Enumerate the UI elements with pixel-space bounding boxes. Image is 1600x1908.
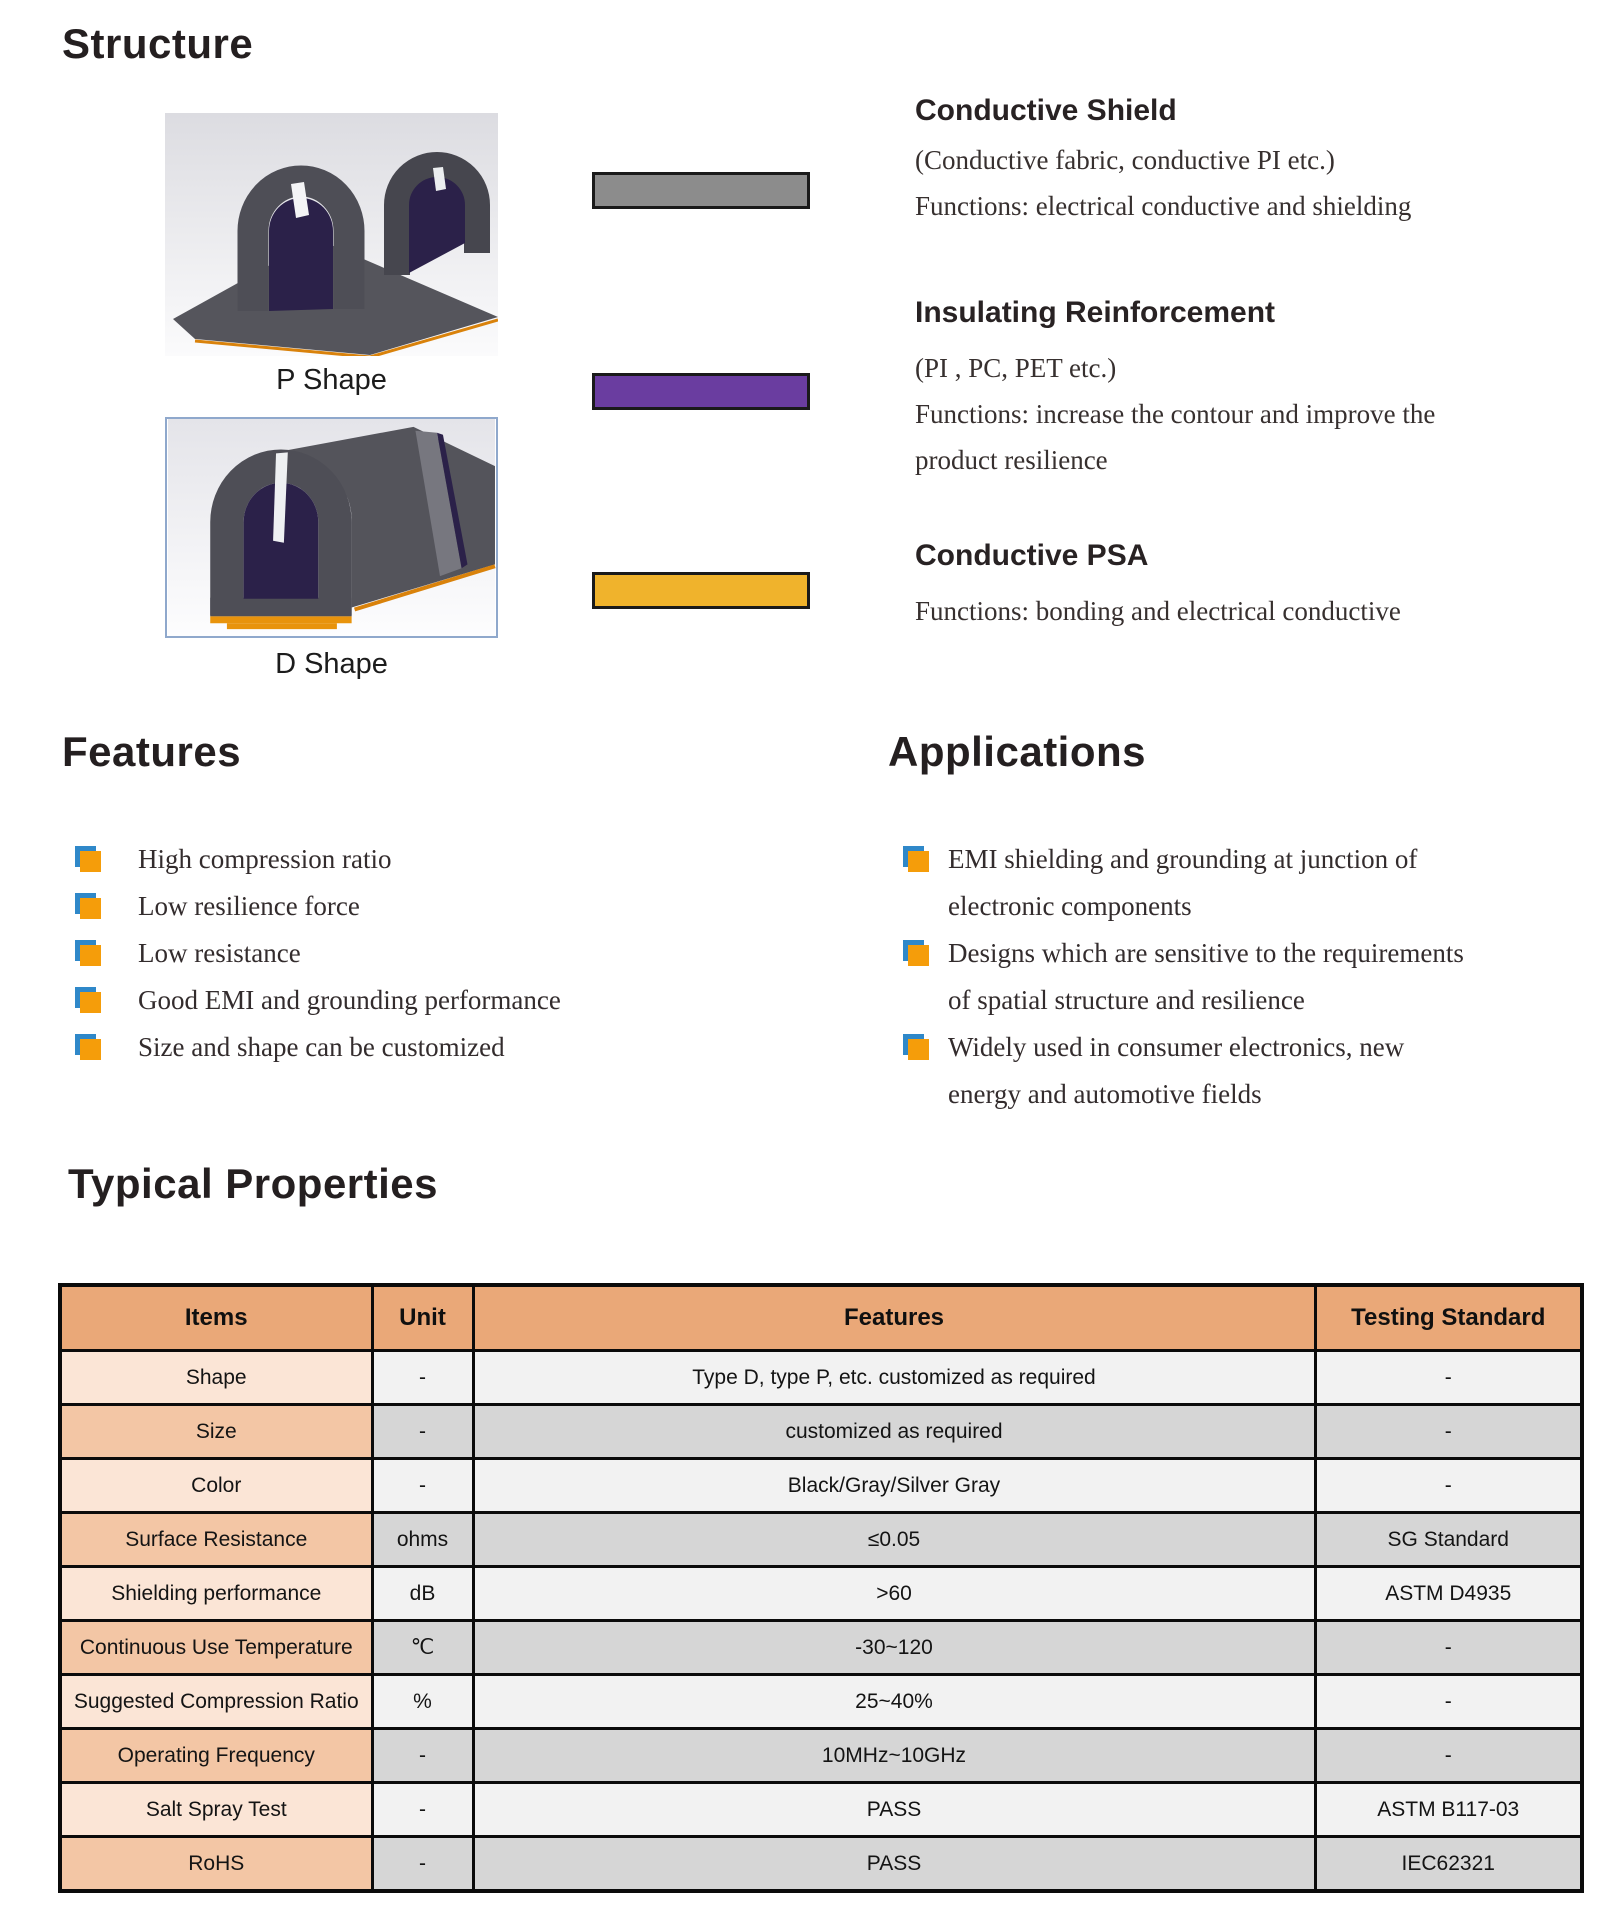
legend-text bbox=[915, 140, 1411, 232]
application-item bbox=[903, 836, 1464, 930]
section-title-structure: Structure bbox=[62, 20, 254, 67]
legend-title: Conductive Shield bbox=[915, 94, 1177, 127]
bullet-icon bbox=[75, 940, 102, 967]
table-cell: % bbox=[372, 1675, 473, 1729]
table-row bbox=[60, 1567, 1582, 1621]
table-cell: - bbox=[1315, 1459, 1582, 1513]
application-item bbox=[903, 930, 1464, 1024]
table-cell: Suggested Compression Ratio bbox=[60, 1675, 372, 1729]
d-shape-label: D Shape bbox=[275, 648, 388, 680]
table-header-row bbox=[60, 1285, 1582, 1351]
table-cell: - bbox=[372, 1837, 473, 1892]
table-cell: Type D, type P, etc. customized as required bbox=[473, 1351, 1315, 1405]
table-cell: 10MHz~10GHz bbox=[473, 1729, 1315, 1783]
table-cell: - bbox=[372, 1405, 473, 1459]
table-cell: -30~120 bbox=[473, 1621, 1315, 1675]
p-shape-render-graphic bbox=[165, 113, 498, 356]
application-item-text bbox=[948, 930, 1464, 1024]
table-cell: ≤0.05 bbox=[473, 1513, 1315, 1567]
legend-text bbox=[915, 591, 1401, 637]
feature-item-text: Low resilience force bbox=[138, 891, 360, 921]
table-row bbox=[60, 1621, 1582, 1675]
legend-swatch bbox=[592, 572, 810, 609]
feature-item bbox=[75, 930, 561, 977]
table-cell: Continuous Use Temperature bbox=[60, 1621, 372, 1675]
table-cell: dB bbox=[372, 1567, 473, 1621]
legend-title: Conductive PSA bbox=[915, 539, 1149, 572]
table-row bbox=[60, 1513, 1582, 1567]
feature-item bbox=[75, 977, 561, 1024]
table-cell: >60 bbox=[473, 1567, 1315, 1621]
feature-item-text: Good EMI and grounding performance bbox=[138, 985, 561, 1015]
table-row bbox=[60, 1783, 1582, 1837]
legend-title: Insulating Reinforcement bbox=[915, 296, 1276, 329]
section-title-features: Features bbox=[62, 728, 242, 775]
application-item-line: electronic components bbox=[948, 891, 1192, 921]
legend-swatch bbox=[592, 172, 810, 209]
features-list bbox=[75, 836, 561, 1071]
table-cell: Black/Gray/Silver Gray bbox=[473, 1459, 1315, 1513]
table-cell: ASTM B117-03 bbox=[1315, 1783, 1582, 1837]
application-item bbox=[903, 1024, 1464, 1118]
application-item-text bbox=[948, 836, 1417, 930]
application-item-text bbox=[948, 1024, 1404, 1118]
table-cell: ohms bbox=[372, 1513, 473, 1567]
table-row bbox=[60, 1837, 1582, 1892]
typical-properties-table bbox=[58, 1283, 1584, 1893]
legend-line: (Conductive fabric, conductive PI etc.) bbox=[915, 145, 1335, 175]
bullet-icon bbox=[903, 940, 930, 967]
legend-line: product resilience bbox=[915, 445, 1108, 475]
bullet-icon bbox=[903, 846, 930, 873]
p-shape-label: P Shape bbox=[276, 364, 387, 396]
application-item-line: Widely used in consumer electronics, new bbox=[948, 1032, 1405, 1062]
section-title-typical-properties: Typical Properties bbox=[68, 1160, 439, 1207]
feature-item bbox=[75, 836, 561, 883]
table-cell: - bbox=[1315, 1675, 1582, 1729]
table-row bbox=[60, 1675, 1582, 1729]
bullet-icon bbox=[903, 1034, 930, 1061]
legend-line: Functions: electrical conductive and shielding bbox=[915, 191, 1412, 221]
table-cell: - bbox=[372, 1783, 473, 1837]
application-item-line: of spatial structure and resilience bbox=[948, 985, 1305, 1015]
table-cell: Shape bbox=[60, 1351, 372, 1405]
feature-item bbox=[75, 883, 561, 930]
table-cell: - bbox=[372, 1351, 473, 1405]
table-header-cell: Features bbox=[473, 1285, 1315, 1351]
table-header-cell: Unit bbox=[372, 1285, 473, 1351]
table-cell: customized as required bbox=[473, 1405, 1315, 1459]
feature-item bbox=[75, 1024, 561, 1071]
legend-line: (PI , PC, PET etc.) bbox=[915, 353, 1117, 383]
table-cell: - bbox=[1315, 1621, 1582, 1675]
table-cell: Size bbox=[60, 1405, 372, 1459]
table-cell: ASTM D4935 bbox=[1315, 1567, 1582, 1621]
table-cell: PASS bbox=[473, 1837, 1315, 1892]
bullet-icon bbox=[75, 893, 102, 920]
table-cell: 25~40% bbox=[473, 1675, 1315, 1729]
application-item-line: energy and automotive fields bbox=[948, 1079, 1262, 1109]
d-shape-image bbox=[165, 417, 498, 638]
table-cell: PASS bbox=[473, 1783, 1315, 1837]
table-row bbox=[60, 1405, 1582, 1459]
application-item-line: Designs which are sensitive to the requirements bbox=[948, 938, 1464, 968]
table-row bbox=[60, 1351, 1582, 1405]
p-shape-image bbox=[165, 113, 498, 356]
table-cell: - bbox=[1315, 1405, 1582, 1459]
table-cell: Surface Resistance bbox=[60, 1513, 372, 1567]
table-cell: RoHS bbox=[60, 1837, 372, 1892]
bullet-icon bbox=[75, 846, 102, 873]
table-header-cell: Items bbox=[60, 1285, 372, 1351]
table-cell: - bbox=[372, 1459, 473, 1513]
table-row bbox=[60, 1729, 1582, 1783]
d-shape-render-graphic bbox=[167, 419, 496, 636]
legend-line: Functions: bonding and electrical conductive bbox=[915, 596, 1401, 626]
legend-swatch bbox=[592, 373, 810, 410]
bullet-icon bbox=[75, 987, 102, 1014]
table-cell: IEC62321 bbox=[1315, 1837, 1582, 1892]
feature-item-text: Size and shape can be customized bbox=[138, 1032, 505, 1062]
table-cell: - bbox=[1315, 1729, 1582, 1783]
feature-item-text: Low resistance bbox=[138, 938, 301, 968]
table-cell: - bbox=[372, 1729, 473, 1783]
application-item-line: EMI shielding and grounding at junction of bbox=[948, 844, 1418, 874]
legend-text bbox=[915, 348, 1435, 486]
table-cell: Shielding performance bbox=[60, 1567, 372, 1621]
applications-list bbox=[903, 836, 1464, 1118]
table-cell: Salt Spray Test bbox=[60, 1783, 372, 1837]
table-cell: ℃ bbox=[372, 1621, 473, 1675]
legend-line: Functions: increase the contour and improve the bbox=[915, 399, 1436, 429]
table-cell: Color bbox=[60, 1459, 372, 1513]
table-cell: - bbox=[1315, 1351, 1582, 1405]
bullet-icon bbox=[75, 1034, 102, 1061]
table-cell: Operating Frequency bbox=[60, 1729, 372, 1783]
section-title-applications: Applications bbox=[888, 728, 1147, 775]
table-cell: SG Standard bbox=[1315, 1513, 1582, 1567]
table-header-cell: Testing Standard bbox=[1315, 1285, 1582, 1351]
table-row bbox=[60, 1459, 1582, 1513]
feature-item-text: High compression ratio bbox=[138, 844, 392, 874]
